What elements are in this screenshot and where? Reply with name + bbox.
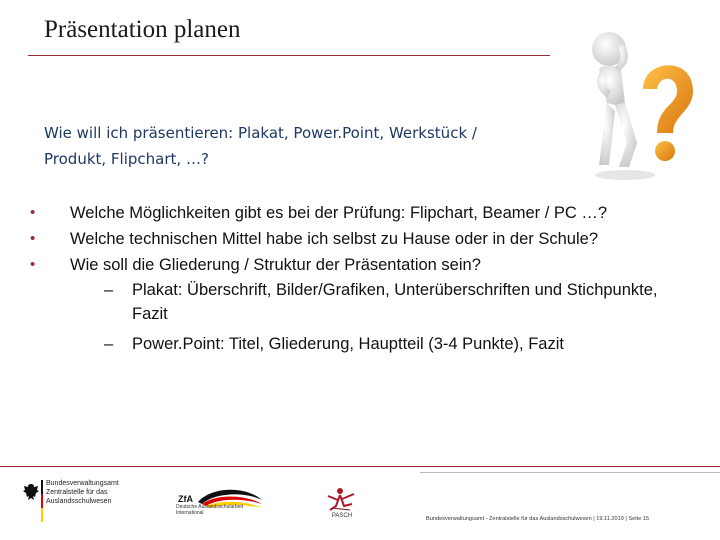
zfa-logo-text — [176, 504, 266, 516]
bullet-text: Welche Möglichkeiten gibt es bei der Prüfung: Flipchart, Beamer / PC …? — [70, 204, 608, 222]
zfa-logo-line: Deutsche Auslandsschularbeit — [176, 504, 243, 510]
bullet-item — [28, 252, 708, 278]
bva-logo — [46, 479, 136, 506]
thinking-figure-icon — [585, 25, 705, 190]
bullet-text: Wie soll die Gliederung / Struktur der Präsentation sein? — [70, 256, 481, 274]
footer-info: Bundesverwaltungsamt - Zentralstelle für das Auslandsschulwesen | 19.11.2019 | Seite 15 — [426, 516, 649, 522]
slide-title: Präsentation planen — [44, 16, 241, 43]
sub-bullet-marker: – — [104, 281, 114, 299]
question-line-2: Produkt, Flipchart, …? — [44, 150, 209, 168]
zfa-logo-line: International — [176, 510, 204, 516]
german-flag-bar — [41, 480, 43, 522]
bullet-item — [28, 226, 708, 252]
question-line-1: Wie will ich präsentieren: Plakat, Power.Point, Werkstück / — [44, 124, 477, 142]
bullet-text: Welche technischen Mittel habe ich selbst zu Hause oder in der Schule? — [70, 230, 598, 248]
pasch-logo — [322, 484, 362, 524]
footer-text-divider — [420, 472, 720, 473]
presentation-question — [44, 120, 564, 172]
sub-bullet-text — [132, 278, 708, 326]
bva-logo-line: Zentralstelle für das — [46, 489, 108, 496]
sub-bullet-item — [104, 332, 708, 356]
federal-eagle-icon — [22, 482, 40, 504]
title-underline — [28, 55, 550, 56]
bullet-item — [28, 200, 708, 226]
bva-logo-line: Bundesverwaltungsamt — [46, 480, 119, 487]
sub-bullet-marker: – — [104, 335, 114, 353]
bullet-marker: • — [30, 230, 36, 247]
footer-divider — [0, 466, 720, 467]
sub-bullet-text: Power.Point: Titel, Gliederung, Hauptteil (3-4 Punkte), Fazit — [132, 335, 564, 353]
pasch-logo-text: PASCH — [331, 513, 353, 519]
sub-bullet-line: Plakat: Überschrift, Bilder/Grafiken, Unterüberschriften und Stichpunkte, — [132, 281, 658, 299]
bullet-marker: • — [30, 256, 36, 273]
bullet-list — [28, 200, 708, 356]
zfa-abbr: ZfA — [178, 494, 193, 504]
bva-logo-line: Auslandsschulwesen — [46, 498, 112, 505]
bullet-marker: • — [30, 204, 36, 221]
sub-bullet-item — [104, 278, 708, 326]
sub-bullet-line: Fazit — [132, 305, 168, 323]
